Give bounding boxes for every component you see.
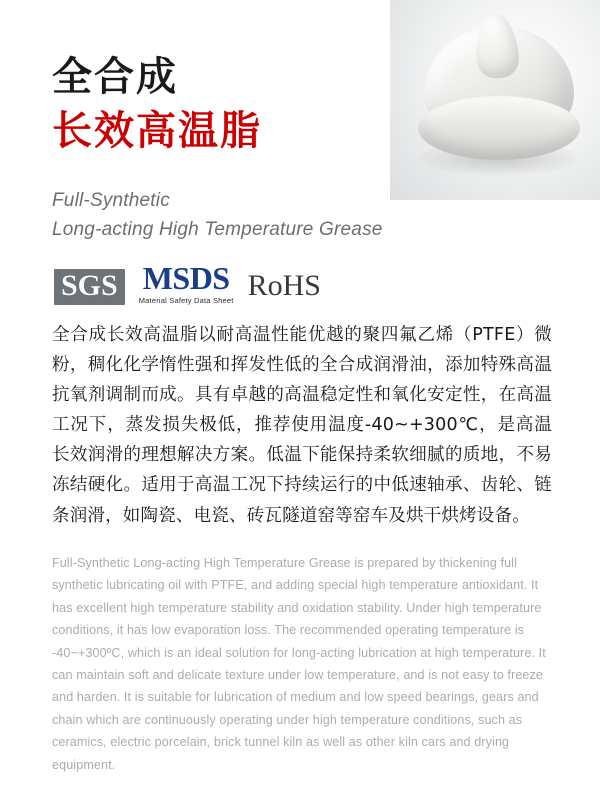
sgs-logo-label: SGS: [61, 269, 118, 302]
grease-base-ring: [418, 96, 580, 160]
msds-logo-label: MSDS: [142, 260, 230, 296]
description-chinese: 全合成长效高温脂以耐高温性能优越的聚四氟乙烯（PTFE）微粉，稠化化学惰性强和挥发性低的全合成润滑油，添加特殊高温抗氧剂调制而成。具有卓越的高温稳定性和氧化安定性，在高温工况下，蒸发损失极低，推荐使用温度-40~+300℃，是高温长效润滑的理想解决方案。低温下能保持柔软细腻的质地，不易冻结硬化。适用于高温工况下持续运行的中低速轴承、齿轮、链条润滑，如陶瓷、电瓷、砖瓦隧道窑等窑车及烘干烘烤设备。: [52, 325, 552, 526]
title-block: [52, 52, 412, 245]
rohs-logo-icon: RoHS: [247, 268, 321, 302]
description-english: Full-Synthetic Long-acting High Temperature Grease is prepared by thickening full synthetic lubricating oil with PTFE, and adding special high temperature antioxidant. It has excellent high temperature stability and oxidation stability. Under high temperature conditions, it has low evaporation loss. The recommended operating temperature is -40~+300ºC, which is an ideal solution for long-acting lubrication at high temperature. It can maintain soft and delicate texture under low temperature, and is not easy to freeze and harden. It is suitable for lubrication of medium and low speed bearings, gears and chain which are continuously operating under high temperature conditions, such as ceramics, electric porcelain, brick tunnel kiln as well as other kiln cars and drying equipment.: [52, 556, 546, 772]
certification-logos: [54, 262, 321, 305]
page-title-cn-secondary: 长效高温脂: [52, 108, 262, 154]
msds-logo-sublabel: Material Safety Data Sheet: [138, 296, 234, 305]
page-subtitle-en-line2: Long-acting High Temperature Grease: [52, 219, 383, 241]
page-subtitle-en: [52, 186, 412, 245]
page-title-cn-primary: 全合成: [52, 54, 178, 100]
sgs-logo-icon: [54, 269, 125, 305]
page-subtitle-en-line1: Full-Synthetic: [52, 190, 170, 211]
msds-logo-icon: [139, 262, 234, 305]
product-photo: [390, 0, 600, 200]
